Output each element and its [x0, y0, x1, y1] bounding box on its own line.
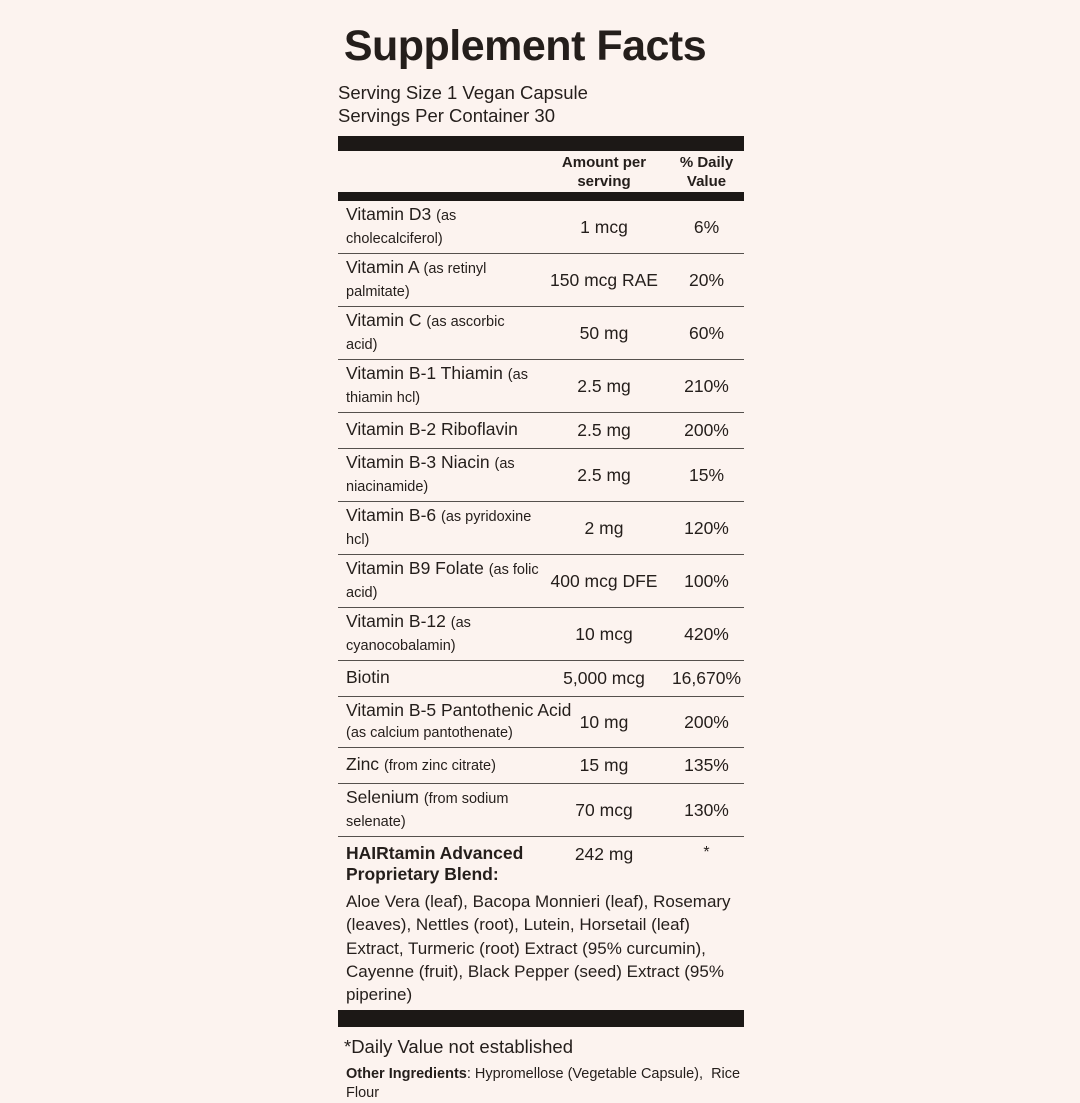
- blend-name: HAIRtamin Advanced Proprietary Blend:: [346, 843, 524, 884]
- nutrient-daily-value: 210%: [684, 375, 729, 396]
- nutrient-name: [346, 257, 539, 303]
- daily-value-footnote: *Daily Value not established: [344, 1036, 573, 1058]
- nutrient-title: Vitamin B-5 Pantothenic Acid: [346, 700, 572, 720]
- nutrient-daily-value: 135%: [684, 755, 729, 775]
- row-vitamin-b5: [338, 697, 744, 748]
- nutrient-title: Vitamin D3: [346, 204, 432, 224]
- nutrient-detail: (as cyanocobalamin): [346, 615, 471, 654]
- amount-column-header: Amount per serving: [561, 153, 647, 190]
- serving-size: Serving Size 1 Vegan Capsule: [338, 82, 588, 103]
- row-zinc: [338, 748, 744, 784]
- nutrient-title: Vitamin B-2 Riboflavin: [346, 419, 518, 439]
- nutrient-daily-value: 200%: [684, 711, 729, 732]
- nutrient-name: [346, 505, 539, 551]
- other-ingredients-text: : Hypromellose (Vegetable Capsule), Rice Flour: [346, 1066, 745, 1102]
- thick-rule-bottom: [338, 1010, 744, 1027]
- nutrient-detail: (as ascorbic acid): [346, 314, 505, 353]
- other-ingredients: [338, 1065, 744, 1103]
- nutrient-title: Zinc: [346, 754, 380, 774]
- nutrient-daily-value: 420%: [684, 623, 729, 644]
- nutrient-amount: 50 mg: [579, 322, 629, 343]
- nutrient-title: Selenium: [346, 787, 419, 807]
- nutrient-amount: 150 mcg RAE: [550, 269, 658, 290]
- nutrient-detail: (as niacinamide): [346, 456, 515, 495]
- nutrient-daily-value: 15%: [688, 464, 725, 485]
- nutrient-amount: 15 mg: [579, 755, 629, 775]
- nutrient-name: [346, 310, 539, 356]
- nutrient-amount: 2.5 mg: [577, 375, 631, 396]
- nutrient-name: [346, 558, 539, 604]
- nutrient-daily-value: 20%: [688, 269, 725, 290]
- nutrient-amount: 5,000 mcg: [563, 668, 645, 688]
- supplement-facts-panel: [338, 24, 744, 1103]
- nutrient-daily-value: 200%: [684, 420, 729, 440]
- servings-per-container: Servings Per Container 30: [338, 105, 555, 126]
- nutrient-detail: (as thiamin hcl): [346, 367, 528, 406]
- daily-value-column-header: % Daily Value: [679, 153, 734, 190]
- row-selenium: [338, 784, 744, 837]
- row-proprietary-blend: [338, 837, 744, 888]
- row-biotin: [338, 661, 744, 697]
- nutrient-daily-value: 6%: [693, 216, 720, 237]
- nutrient-name: [346, 754, 539, 777]
- nutrient-detail: (as calcium pantothenate): [346, 725, 513, 741]
- nutrient-daily-value: 120%: [684, 517, 729, 538]
- nutrient-detail: (as cholecalciferol): [346, 208, 457, 247]
- blend-amount: 242 mg: [574, 844, 634, 864]
- nutrient-title: Vitamin A: [346, 257, 419, 277]
- nutrient-title: Vitamin B-1 Thiamin: [346, 363, 503, 383]
- nutrient-title: Vitamin B-12: [346, 611, 446, 631]
- other-ingredients-label: Other Ingredients: [346, 1066, 467, 1083]
- nutrient-amount: 10 mcg: [575, 623, 633, 644]
- nutrient-title: Biotin: [346, 667, 390, 687]
- blend-daily-value: *: [703, 844, 710, 861]
- row-vitamin-b2: [338, 413, 744, 449]
- nutrient-title: Vitamin B9 Folate: [346, 558, 484, 578]
- nutrient-detail: (as pyridoxine hcl): [346, 509, 532, 548]
- nutrient-amount: 2 mg: [584, 517, 624, 538]
- nutrient-amount: 1 mcg: [580, 216, 628, 237]
- nutrient-daily-value: 16,670%: [671, 668, 742, 688]
- row-vitamin-a: [338, 254, 744, 307]
- nutrient-name: [346, 787, 539, 833]
- nutrient-daily-value: 100%: [684, 570, 729, 591]
- column-header-row: [338, 151, 744, 192]
- nutrient-detail: (as folic acid): [346, 562, 539, 601]
- nutrient-name: [346, 204, 539, 250]
- row-vitamin-c: [338, 307, 744, 360]
- nutrient-name: [346, 667, 539, 690]
- row-vitamin-b3: [338, 449, 744, 502]
- thick-rule-header: [338, 192, 744, 201]
- nutrient-amount: 70 mcg: [575, 799, 633, 820]
- row-vitamin-d3: [338, 201, 744, 254]
- nutrient-name: [346, 452, 539, 498]
- nutrient-amount: 10 mg: [579, 711, 629, 732]
- nutrient-title: Vitamin B-3 Niacin: [346, 452, 490, 472]
- row-vitamin-b12: [338, 608, 744, 661]
- nutrient-detail: (from zinc citrate): [383, 758, 496, 774]
- blend-ingredients: Aloe Vera (leaf), Bacopa Monnieri (leaf), Rosemary (leaves), Nettles (root), Lutein, Horsetail (leaf) Extract, Turmeric (root) Extract (95% curcumin), Cayenne (fruit), Black Pepper (seed) Extract (95% piperine): [346, 892, 731, 1005]
- serving-info: [338, 81, 744, 127]
- row-vitamin-b1: [338, 360, 744, 413]
- nutrient-amount: 2.5 mg: [577, 420, 631, 440]
- nutrient-name: [346, 419, 539, 442]
- nutrient-name: [346, 363, 539, 409]
- nutrient-daily-value: 60%: [688, 322, 725, 343]
- nutrient-amount: 400 mcg DFE: [550, 570, 658, 591]
- nutrient-title: Vitamin C: [346, 310, 422, 330]
- nutrient-detail: (from sodium selenate): [346, 791, 509, 830]
- thick-rule-top: [338, 136, 744, 151]
- nutrient-amount: 2.5 mg: [577, 464, 631, 485]
- nutrient-daily-value: 130%: [684, 799, 729, 820]
- nutrient-detail: (as retinyl palmitate): [346, 261, 487, 300]
- panel-title: Supplement Facts: [343, 22, 707, 70]
- row-vitamin-b9: [338, 555, 744, 608]
- nutrient-title: Vitamin B-6: [346, 505, 437, 525]
- nutrient-name: [346, 611, 539, 657]
- row-vitamin-b6: [338, 502, 744, 555]
